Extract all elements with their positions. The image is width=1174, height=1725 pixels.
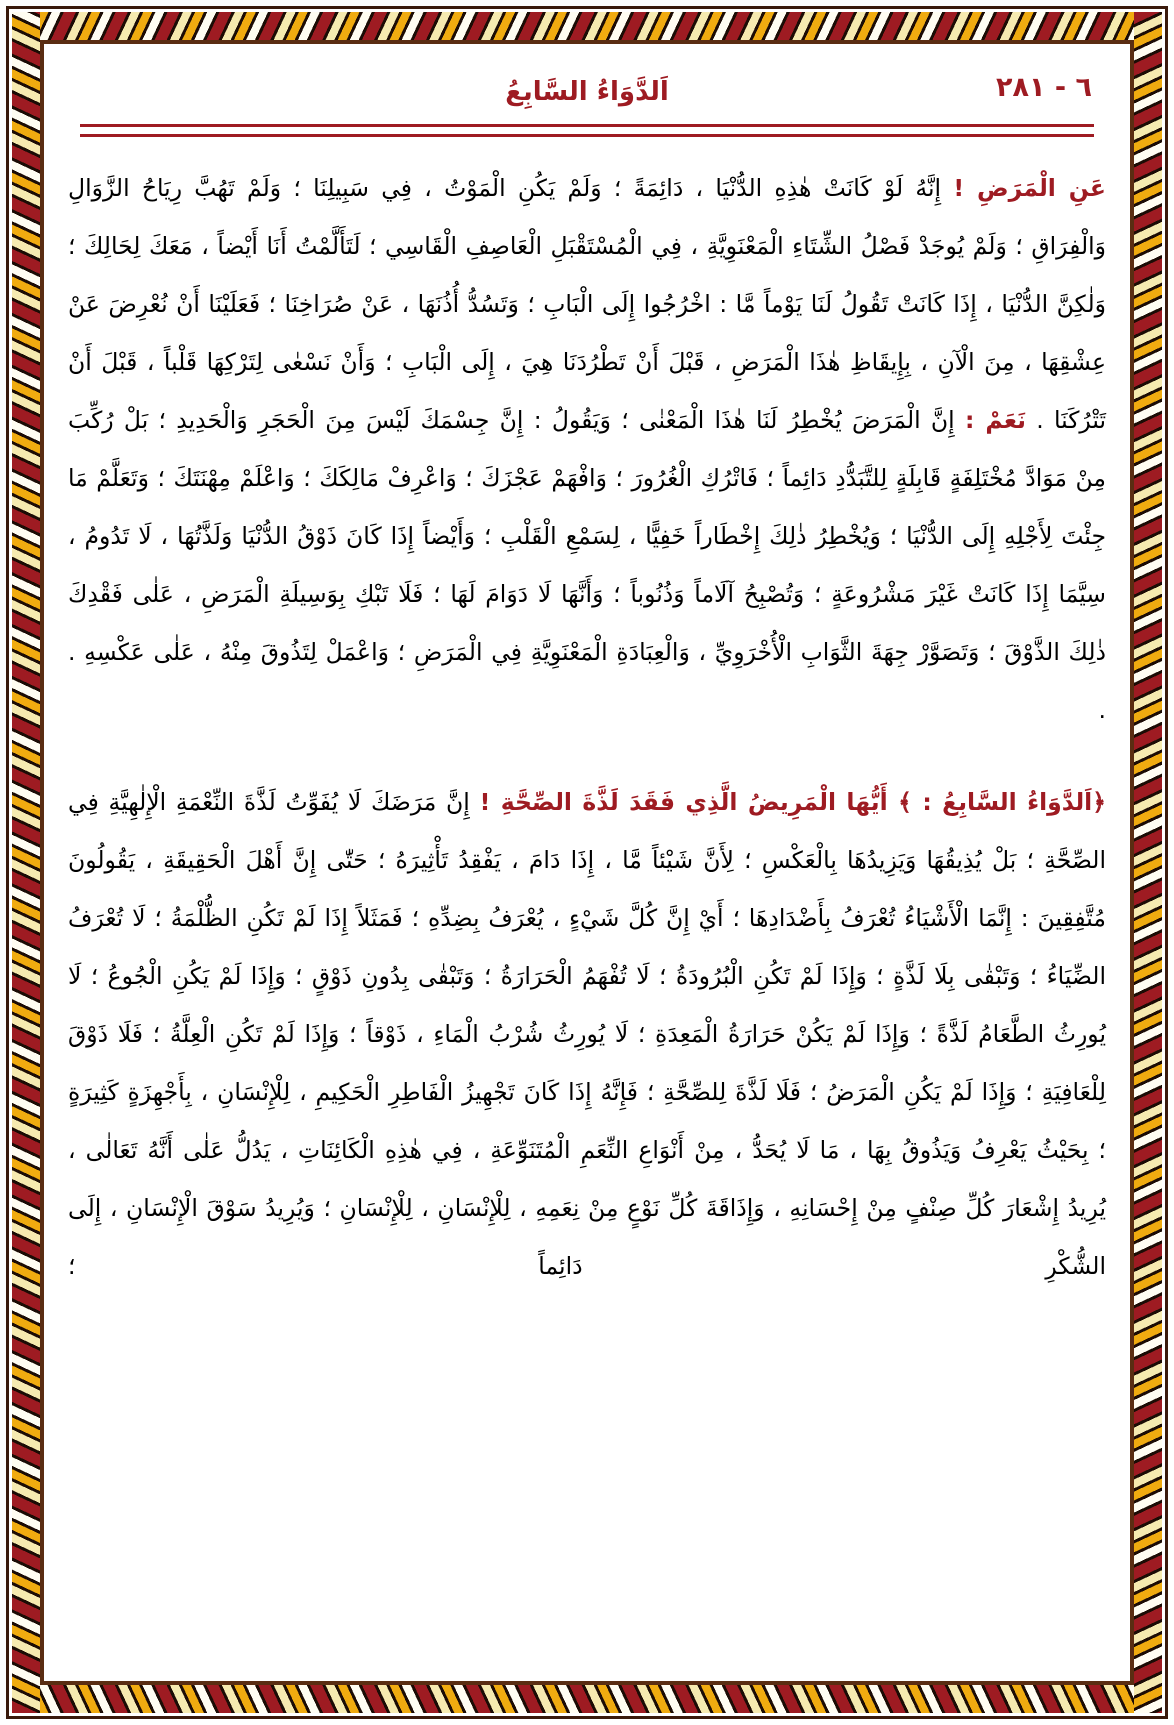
- paragraph-one-mid-red: نَعَمْ :: [965, 406, 1026, 434]
- paragraph-two: [68, 773, 1106, 1295]
- paragraph-two-heading-red-two: أَيُّهَا الْمَرِيضُ الَّذِي فَقَدَ لَذَّةَ الصِّحَّةِ !: [479, 788, 899, 816]
- ornament-bracket-close-icon: ﴾: [898, 788, 912, 816]
- page-content: [46, 46, 1128, 1679]
- paragraph-one-body-start: إِنَّهُ لَوْ كَانَتْ هٰذِهِ الدُّنْيَا ، دَائِمَةً ؛ وَلَمْ يَكُنِ الْمَوْتُ ، فِي سَبِيلِنَا ؛ وَلَمْ تَهُبَّ رِيَاحُ الزَّوَالِ وَالْفِرَاقِ ؛ وَلَمْ يُوجَدْ فَصْلُ الشِّتَاءِ الْمَعْنَوِيَّةِ ، فِي الْمُسْتَقْبَلِ الْعَاصِفِ الْقَاسِي ؛ لَتَأَلَّمْتُ أَنَا أَيْضاً ، مَعَكَ لِحَالِكَ ؛ وَلٰكِنَّ الدُّنْيَا ، إِذَا كَانَتْ تَقُولُ لَنَا يَوْماً مَّا : اخْرُجُوا إِلَى الْبَابِ ؛ وَتَسُدُّ أُذُنَهَا ، عَنْ صُرَاخِنَا ؛ فَعَلَيْنَا أَنْ نُعْرِضَ عَنْ عِشْقِهَا ، مِنَ الْآنِ ، بِإِيقَاظِ هٰذَا الْمَرَضِ ، قَبْلَ أَنْ تَطْرُدَنَا هِيَ ، إِلَى الْبَابِ ؛ وَأَنْ نَسْعٰى لِتَرْكِهَا قَلْباً ، قَبْلَ أَنْ تَتْرُكَنَا .: [68, 174, 1106, 434]
- paragraph-one-lead-red: عَنِ الْمَرَضِ !: [953, 174, 1106, 202]
- paragraph-one: [68, 159, 1106, 739]
- page-header: [68, 64, 1106, 120]
- braid-border-top: [12, 12, 1162, 40]
- braid-border-left: [12, 12, 40, 1713]
- ornament-bracket-open-icon: ﴿: [1092, 788, 1106, 816]
- page-number: ٦ - ٢٨١: [996, 72, 1092, 103]
- braid-border-bottom: [12, 1685, 1162, 1713]
- header-divider-rule: [80, 124, 1094, 137]
- paragraph-two-heading-red-one: اَلدَّوَاءُ السَّابِعُ :: [911, 788, 1093, 816]
- braid-border-right: [1134, 12, 1162, 1713]
- page-title: اَلدَّوَاءُ السَّابِعُ: [505, 77, 669, 107]
- paragraph-one-body-end: إِنَّ الْمَرَضَ يُخْطِرُ لَنَا هٰذَا الْمَعْنٰى ؛ وَيَقُولُ : إِنَّ جِسْمَكَ لَيْسَ مِنَ الْحَجَرِ وَالْحَدِيدِ ؛ بَلْ رُكِّبَ مِنْ مَوَادَّ مُخْتَلِفَةٍ قَابِلَةٍ لِلتَّبَدُّدِ دَائِماً ؛ فَاتْرُكِ الْغُرُورَ ؛ وَافْهَمْ عَجْزَكَ ؛ وَاعْرِفْ مَالِكَكَ ؛ وَاعْلَمْ مِهْنَتَكَ ؛ وَتَعَلَّمْ مَا جِئْتَ لِأَجْلِهِ إِلَى الدُّنْيَا ؛ وَيُخْطِرُ ذٰلِكَ إِخْطَاراً خَفِيًّا ، لِسَمْعِ الْقَلْبِ ؛ وَأَيْضاً إِذَا كَانَ ذَوْقُ الدُّنْيَا وَلَذَّتُهَا ، لَا تَدُومُ ، سِيَّمَا إِذَا كَانَتْ غَيْرَ مَشْرُوعَةٍ ؛ وَتُصْبِحُ آلَاماً وَذُنُوباً ؛ وَأَنَّهَا لَا دَوَامَ لَهَا ؛ فَلَا تَبْكِ بِوَسِيلَةِ الْمَرَضِ ، عَلٰى فَقْدِكَ ذٰلِكَ الذَّوْقَ ؛ وَتَصَوَّرْ جِهَةَ الثَّوَابِ الْأُخْرَوِيِّ ، وَالْعِبَادَةِ الْمَعْنَوِيَّةِ فِي الْمَرَضِ ؛ وَاعْمَلْ لِتَذُوقَ مِنْهُ ، عَلٰى عَكْسِهِ . .: [68, 406, 1106, 724]
- paragraph-two-body: إِنَّ مَرَضَكَ لَا يُفَوِّتُ لَذَّةَ النِّعْمَةِ الْإِلٰهِيَّةِ فِي الصِّحَّةِ ؛ بَلْ يُذِيقُهَا وَيَزِيدُهَا بِالْعَكْسِ ؛ لِأَنَّ شَيْئاً مَّا ، إِذَا دَامَ ، يَفْقِدُ تَأْثِيرَهُ ؛ حَتّٰى إِنَّ أَهْلَ الْحَقِيقَةِ ، يَقُولُونَ مُتَّفِقِينَ : إِنَّمَا الْأَشْيَاءُ تُعْرَفُ بِأَضْدَادِهَا ؛ أَيْ إِنَّ كُلَّ شَيْءٍ ، يُعْرَفُ بِضِدِّهِ ؛ فَمَثَلاً إِذَا لَمْ تَكُنِ الظُّلْمَةُ ؛ لَا تُعْرَفُ الضِّيَاءُ ؛ وَتَبْقٰى بِلَا لَذَّةٍ ؛ وَإِذَا لَمْ تَكُنِ الْبُرُودَةُ ؛ لَا تُفْهَمُ الْحَرَارَةُ ؛ وَتَبْقٰى بِدُونِ ذَوْقٍ ؛ وَإِذَا لَمْ يَكُنِ الْجُوعُ ؛ لَا يُورِثُ الطَّعَامُ لَذَّةً ؛ وَإِذَا لَمْ يَكُنْ حَرَارَةُ الْمَعِدَةِ ؛ لَا يُورِثُ شُرْبُ الْمَاءِ ، ذَوْقاً ؛ وَإِذَا لَمْ تَكُنِ الْعِلَّةُ ؛ فَلَا ذَوْقَ لِلْعَافِيَةِ ؛ وَإِذَا لَمْ يَكُنِ الْمَرَضُ ؛ فَلَا لَذَّةَ لِلصِّحَّةِ ؛ فَإِنَّهُ إِذَا كَانَ تَجْهِيزُ الْفَاطِرِ الْحَكِيمِ ، لِلْإِنْسَانِ ، بِأَجْهِزَةٍ كَثِيرَةٍ ؛ بِحَيْثُ يَعْرِفُ وَيَذُوقُ بِهَا ، مَا لَا يُحَدُّ ، مِنْ أَنْوَاعِ النِّعَمِ الْمُتَنَوِّعَةِ ، فِي هٰذِهِ الْكَائِنَاتِ ، يَدُلُّ عَلٰى أَنَّهُ تَعَالٰى ، يُرِيدُ إِشْعَارَ كُلِّ صِنْفٍ مِنْ إِحْسَانِهِ ، وَإِذَاقَةَ كُلِّ نَوْعٍ مِنْ نِعَمِهِ ، لِلْإِنْسَانِ ، لِلْإِنْسَانِ ؛ وَيُرِيدُ سَوْقَ الْإِنْسَانِ ، إِلَى الشُّكْرِ دَائِماً ؛: [68, 788, 1106, 1280]
